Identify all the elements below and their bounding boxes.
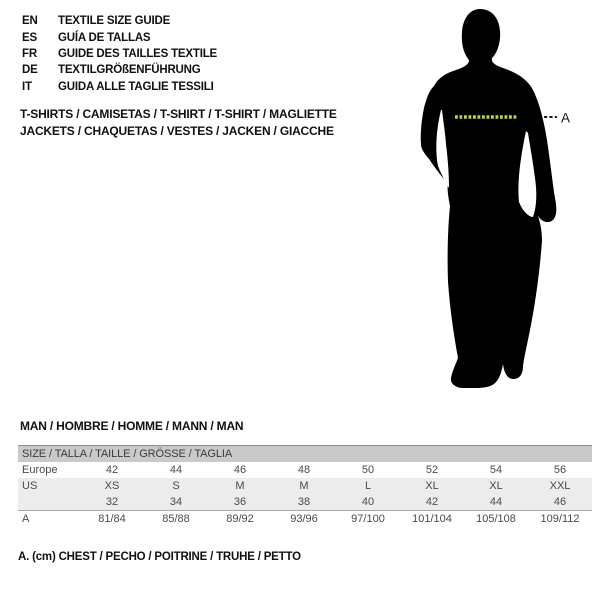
size-table-row (18, 462, 592, 478)
language-guide-title: GUÍA DE TALLAS (58, 31, 151, 44)
size-value-cell: 46 (233, 464, 247, 476)
size-row-label: US (22, 480, 38, 492)
size-value-cell: 56 (553, 464, 567, 476)
language-code: IT (22, 80, 32, 93)
language-code: DE (22, 64, 38, 77)
size-row-label: A (22, 513, 30, 525)
section-title-man: MAN / HOMBRE / HOMME / MANN / MAN (20, 419, 244, 433)
size-table-header-row (18, 446, 592, 463)
size-table-header: SIZE / TALLA / TAILLE / GRÖSSE / TAGLIA (18, 446, 592, 463)
language-row (22, 13, 217, 29)
size-value-cell: S (172, 480, 180, 492)
size-value-cell: XS (104, 480, 120, 492)
language-row (22, 46, 217, 62)
language-code: EN (22, 15, 38, 28)
measure-label-a: A (561, 110, 571, 126)
size-value-cell: 46 (528, 494, 592, 511)
size-value-cell: 85/88 (162, 513, 190, 525)
garment-category-line: JACKETS / CHAQUETAS / VESTES / JACKEN / GIACCHE (20, 124, 334, 138)
size-value-cell: 52 (425, 464, 439, 476)
size-value-cell: 93/96 (290, 513, 318, 525)
size-value-cell: XL (425, 480, 439, 492)
size-table-row (18, 511, 592, 528)
garment-category-list (20, 106, 337, 140)
size-value-cell: 40 (336, 494, 400, 511)
size-value-cell: XL (489, 480, 503, 492)
size-value-cell: 105/108 (476, 513, 516, 525)
size-value-cell: 89/92 (226, 513, 254, 525)
language-guide-title: GUIDA ALLE TAGLIE TESSILI (58, 80, 214, 93)
size-value-cell: L (364, 480, 372, 492)
language-guide-title: GUIDE DES TAILLES TEXTILE (58, 47, 217, 60)
size-value-cell: 42 (105, 464, 119, 476)
garment-category-line: T-SHIRTS / CAMISETAS / T-SHIRT / T-SHIRT / MAGLIETTE (20, 107, 337, 121)
size-value-cell: 32 (80, 494, 144, 511)
size-value-cell: 97/100 (351, 513, 385, 525)
size-value-cell: XXL (549, 480, 571, 492)
size-value-cell: M (235, 480, 245, 492)
size-value-cell: 42 (400, 494, 464, 511)
language-row (22, 79, 217, 95)
size-value-cell: 54 (489, 464, 503, 476)
size-row-label: Europe (22, 464, 58, 476)
size-value-cell: 44 (169, 464, 183, 476)
language-code: FR (22, 47, 37, 60)
size-value-cell: 50 (361, 464, 375, 476)
size-value-cell: 48 (297, 464, 311, 476)
size-value-cell: 36 (208, 494, 272, 511)
size-value-cell: 109/112 (540, 513, 580, 525)
size-value-cell: 101/104 (412, 513, 452, 525)
size-value-cell: M (299, 480, 309, 492)
measurement-footnote: A. (cm) CHEST / PECHO / POITRINE / TRUHE / PETTO (18, 551, 301, 563)
language-code: ES (22, 31, 37, 44)
size-table-row (18, 494, 592, 511)
size-value-cell: 38 (272, 494, 336, 511)
language-list (22, 13, 217, 95)
size-value-cell: 81/84 (98, 513, 126, 525)
size-table-row (18, 478, 592, 494)
language-row (22, 29, 217, 45)
language-row (22, 62, 217, 78)
language-guide-title: TEXTILGRÖßENFÜHRUNG (58, 64, 201, 77)
size-value-cell: 34 (144, 494, 208, 511)
size-row-label (18, 494, 80, 511)
size-table (18, 445, 592, 527)
size-value-cell: 44 (464, 494, 528, 511)
man-silhouette-figure (390, 0, 600, 410)
language-guide-title: TEXTILE SIZE GUIDE (58, 15, 171, 28)
